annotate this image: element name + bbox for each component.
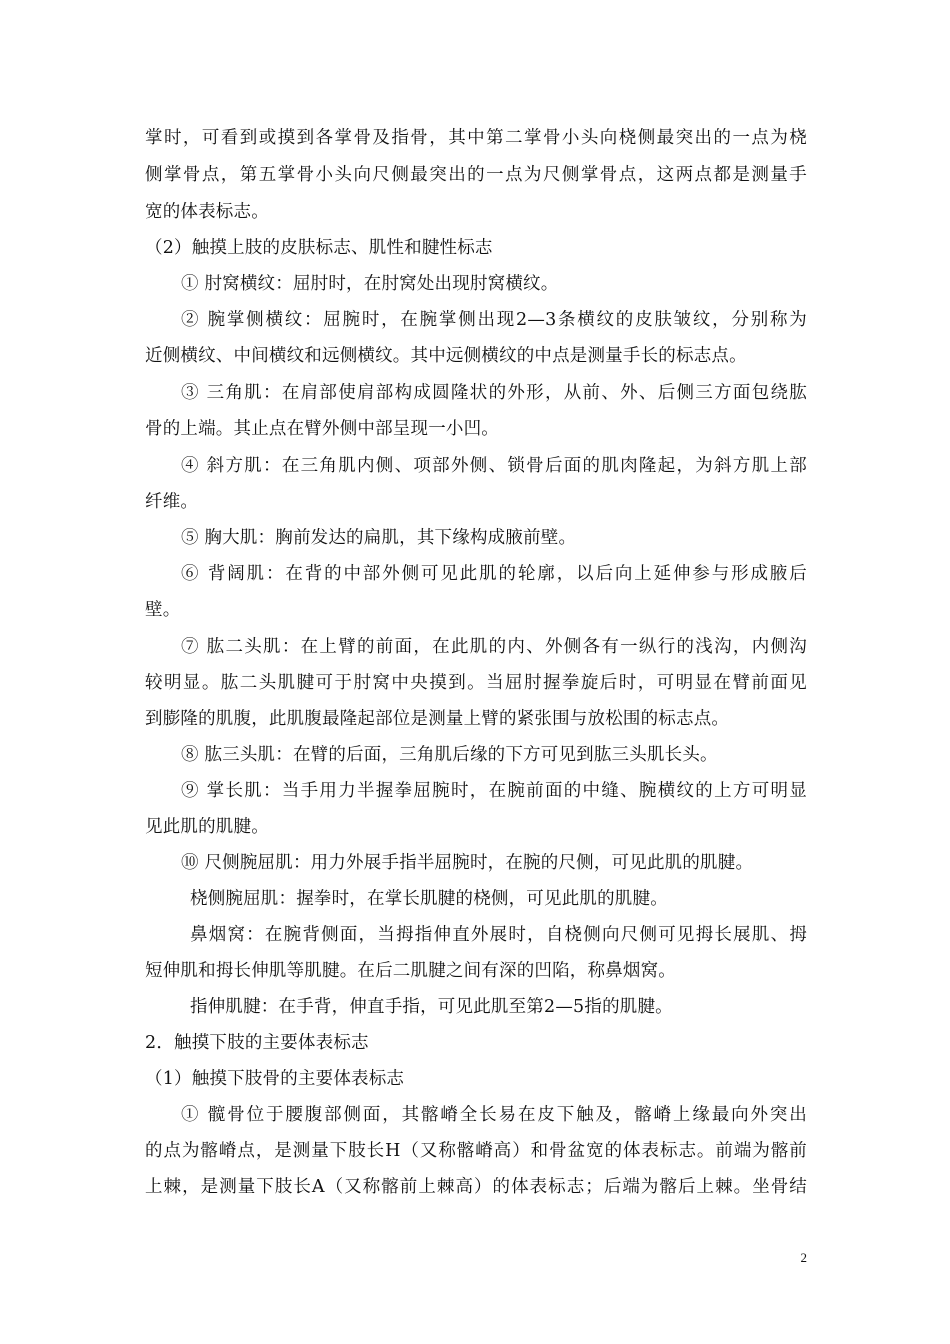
paragraph-line: 骨的上端。其止点在臂外侧中部呈现一小凹。 [145,419,499,439]
paragraph-line: 到膨隆的肌腹，此肌腹最隆起部位是测量上臂的紧张围与放松围的标志点。 [145,709,730,729]
section-heading: 2．触摸下肢的主要体表标志 [145,1033,369,1053]
list-item: ⑧ 肱三头肌：在臂的后面，三角肌后缘的下方可见到肱三头肌长头。 [181,745,718,765]
paragraph-line: 纤维。 [145,492,199,512]
list-item: ⑨ 掌长肌：当手用力半握拳屈腕时，在腕前面的中缝、腕横纹的上方可明显 [181,781,807,801]
paragraph-line: 近侧横纹、中间横纹和远侧横纹。其中远侧横纹的中点是测量手长的标志点。 [145,346,747,366]
list-item: ④ 斜方肌：在三角肌内侧、项部外侧、锁骨后面的肌肉隆起，为斜方肌上部 [181,456,807,476]
paragraph-line: 短伸肌和拇长伸肌等肌腱。在后二肌腱之间有深的凹陷，称鼻烟窝。 [145,961,676,981]
paragraph-line: 桡侧腕屈肌：握拳时，在掌长肌腱的桡侧，可见此肌的肌腱。 [190,889,668,909]
list-item: ⑥ 背阔肌：在背的中部外侧可见此肌的轮廓，以后向上延伸参与形成腋后 [181,564,807,584]
section-heading: （2）触摸上肢的皮肤标志、肌性和腱性标志 [145,238,493,258]
paragraph-line: 上棘，是测量下肢长A（又称髂前上棘高）的体表标志；后端为髂后上棘。坐骨结 [145,1177,807,1197]
paragraph-line: 较明显。肱二头肌腱可于肘窝中央摸到。当屈肘握拳旋后时，可明显在臂前面见 [145,673,807,693]
page-number: 2 [800,1250,807,1265]
list-item: ③ 三角肌：在肩部使肩部构成圆隆状的外形，从前、外、后侧三方面包绕肱 [181,383,807,403]
paragraph-line: 侧掌骨点，第五掌骨小头向尺侧最突出的一点为尺侧掌骨点，这两点都是测量手 [145,165,807,185]
list-item: ⑩ 尺侧腕屈肌：用力外展手指半屈腕时，在腕的尺侧，可见此肌的肌腱。 [181,853,754,873]
paragraph-line: 壁。 [145,600,181,620]
list-item: ① 髋骨位于腰腹部侧面，其髂嵴全长易在皮下触及，髂嵴上缘最向外突出 [181,1105,807,1125]
paragraph-line: 鼻烟窝：在腕背侧面，当拇指伸直外展时，自桡侧向尺侧可见拇长展肌、拇 [190,925,807,945]
list-item: ⑤ 胸大肌：胸前发达的扁肌，其下缘构成腋前壁。 [181,528,577,548]
list-item: ① 肘窝横纹：屈肘时，在肘窝处出现肘窝横纹。 [181,274,559,294]
paragraph-line: 宽的体表标志。 [145,202,269,222]
list-item: ⑦ 肱二头肌：在上臂的前面，在此肌的内、外侧各有一纵行的浅沟，内侧沟 [181,637,807,657]
list-item: ② 腕掌侧横纹：屈腕时，在腕掌侧出现2—3条横纹的皮肤皱纹，分别称为 [181,310,807,330]
paragraph-line: 指伸肌腱：在手背，伸直手指，可见此肌至第2—5指的肌腱。 [190,997,673,1017]
paragraph-line: 掌时，可看到或摸到各掌骨及指骨，其中第二掌骨小头向桡侧最突出的一点为桡 [145,128,807,148]
paragraph-line: 见此肌的肌腱。 [145,817,269,837]
paragraph-line: 的点为髂嵴点，是测量下肢长H（又称髂嵴高）和骨盆宽的体表标志。前端为髂前 [145,1141,807,1161]
section-heading: （1）触摸下肢骨的主要体表标志 [145,1069,405,1089]
